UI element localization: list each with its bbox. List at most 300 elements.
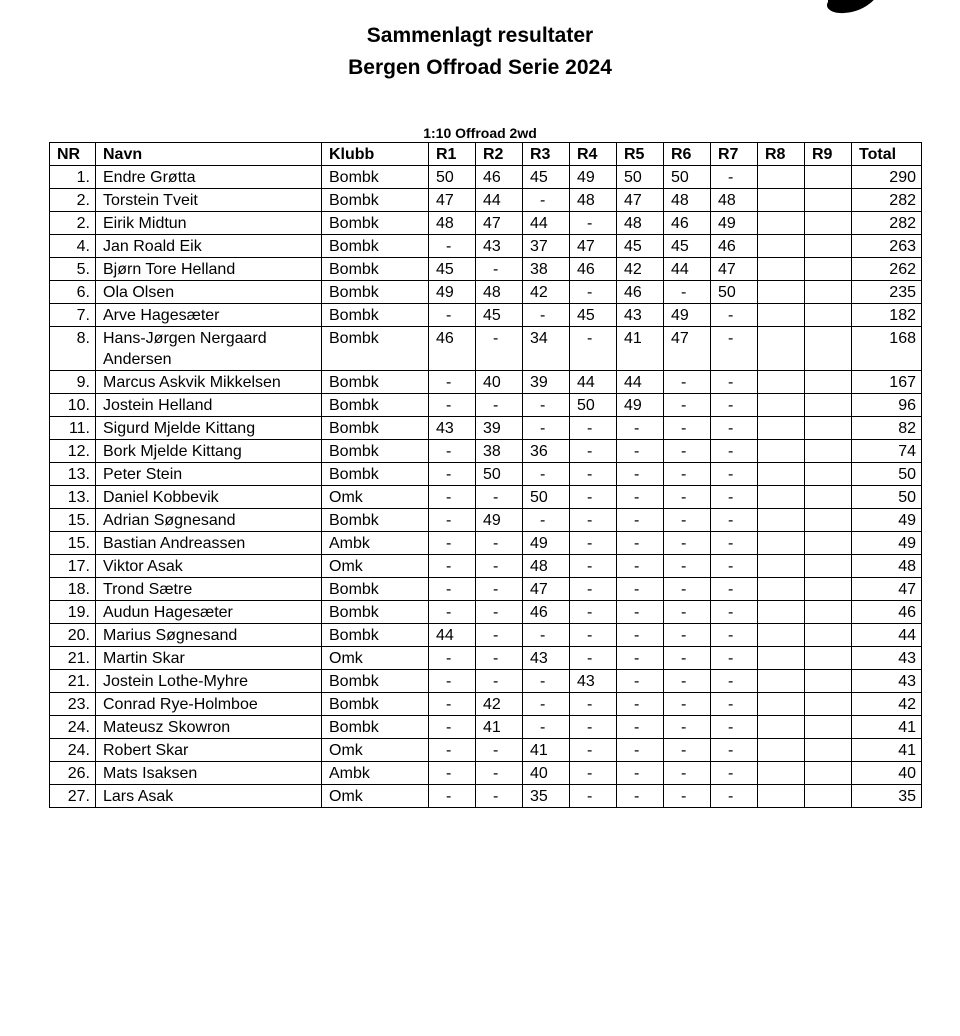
- total-cell: 49: [852, 532, 922, 555]
- round-1-cell: -: [429, 716, 476, 739]
- table-row: [50, 394, 922, 417]
- name-cell: Jan Roald Eik: [96, 235, 322, 258]
- table-row: [50, 762, 922, 785]
- name-cell: Eirik Midtun: [96, 212, 322, 235]
- rank-cell: 21.: [50, 647, 96, 670]
- round-7-cell: -: [711, 486, 758, 509]
- round-5-cell: -: [617, 532, 664, 555]
- round-6-cell: -: [664, 578, 711, 601]
- total-cell: 47: [852, 578, 922, 601]
- round-6-cell: -: [664, 532, 711, 555]
- round-4-cell: 47: [570, 235, 617, 258]
- club-cell: Bombk: [322, 371, 429, 394]
- round-7-cell: -: [711, 601, 758, 624]
- round-8-cell: [758, 212, 805, 235]
- table-row: [50, 417, 922, 440]
- name-cell: Mateusz Skowron: [96, 716, 322, 739]
- round-7-cell: -: [711, 785, 758, 808]
- table-row: [50, 693, 922, 716]
- round-3-cell: -: [523, 716, 570, 739]
- round-1-cell: -: [429, 601, 476, 624]
- round-3-cell: 36: [523, 440, 570, 463]
- round-3-cell: 50: [523, 486, 570, 509]
- round-7-cell: -: [711, 762, 758, 785]
- round-3-cell: 48: [523, 555, 570, 578]
- total-cell: 263: [852, 235, 922, 258]
- col-club-header: Klubb: [322, 143, 429, 166]
- round-6-cell: 49: [664, 304, 711, 327]
- name-cell: Marius Søgnesand: [96, 624, 322, 647]
- round-2-cell: 44: [476, 189, 523, 212]
- club-cell: Bombk: [322, 258, 429, 281]
- table-row: [50, 785, 922, 808]
- round-4-cell: -: [570, 578, 617, 601]
- round-1-cell: -: [429, 304, 476, 327]
- name-cell: Marcus Askvik Mikkelsen: [96, 371, 322, 394]
- round-6-cell: 48: [664, 189, 711, 212]
- round-8-cell: [758, 189, 805, 212]
- round-9-cell: [805, 624, 852, 647]
- round-5-cell: -: [617, 555, 664, 578]
- club-cell: Bombk: [322, 716, 429, 739]
- round-7-cell: -: [711, 371, 758, 394]
- round-1-cell: -: [429, 785, 476, 808]
- table-row: [50, 647, 922, 670]
- round-9-cell: [805, 532, 852, 555]
- round-5-cell: 44: [617, 371, 664, 394]
- club-cell: Bombk: [322, 281, 429, 304]
- round-8-cell: [758, 624, 805, 647]
- rank-cell: 27.: [50, 785, 96, 808]
- total-cell: 50: [852, 486, 922, 509]
- round-2-cell: -: [476, 578, 523, 601]
- round-6-cell: -: [664, 647, 711, 670]
- round-5-cell: 43: [617, 304, 664, 327]
- round-3-cell: 37: [523, 235, 570, 258]
- round-2-cell: -: [476, 739, 523, 762]
- round-4-cell: -: [570, 762, 617, 785]
- round-9-cell: [805, 212, 852, 235]
- round-4-cell: 45: [570, 304, 617, 327]
- round-1-cell: -: [429, 440, 476, 463]
- round-8-cell: [758, 371, 805, 394]
- name-cell: Jostein Lothe-Myhre: [96, 670, 322, 693]
- round-8-cell: [758, 463, 805, 486]
- total-cell: 43: [852, 670, 922, 693]
- name-cell: Conrad Rye-Holmboe: [96, 693, 322, 716]
- round-7-cell: -: [711, 647, 758, 670]
- round-6-cell: -: [664, 371, 711, 394]
- total-cell: 41: [852, 716, 922, 739]
- round-8-cell: [758, 555, 805, 578]
- round-2-cell: 43: [476, 235, 523, 258]
- round-3-cell: 35: [523, 785, 570, 808]
- name-cell: Sigurd Mjelde Kittang: [96, 417, 322, 440]
- round-7-cell: -: [711, 555, 758, 578]
- round-3-cell: -: [523, 693, 570, 716]
- round-7-cell: 47: [711, 258, 758, 281]
- club-cell: Ambk: [322, 532, 429, 555]
- header-row: [50, 143, 922, 166]
- name-cell: Peter Stein: [96, 463, 322, 486]
- total-cell: 82: [852, 417, 922, 440]
- club-cell: Bombk: [322, 235, 429, 258]
- rank-cell: 11.: [50, 417, 96, 440]
- round-9-cell: [805, 762, 852, 785]
- rank-cell: 15.: [50, 509, 96, 532]
- club-cell: Bombk: [322, 624, 429, 647]
- total-cell: 235: [852, 281, 922, 304]
- round-8-cell: [758, 647, 805, 670]
- round-8-cell: [758, 532, 805, 555]
- logo-fragment: [822, 0, 884, 14]
- round-2-cell: 50: [476, 463, 523, 486]
- rank-cell: 23.: [50, 693, 96, 716]
- round-8-cell: [758, 486, 805, 509]
- round-5-cell: -: [617, 670, 664, 693]
- rank-cell: 15.: [50, 532, 96, 555]
- round-4-cell: 50: [570, 394, 617, 417]
- round-9-cell: [805, 189, 852, 212]
- round-3-cell: 34: [523, 327, 570, 371]
- rank-cell: 20.: [50, 624, 96, 647]
- round-5-cell: 41: [617, 327, 664, 371]
- round-5-cell: -: [617, 739, 664, 762]
- round-8-cell: [758, 601, 805, 624]
- rank-cell: 13.: [50, 463, 96, 486]
- round-2-cell: -: [476, 624, 523, 647]
- club-cell: Bombk: [322, 693, 429, 716]
- total-cell: 74: [852, 440, 922, 463]
- table-row: [50, 463, 922, 486]
- table-row: [50, 716, 922, 739]
- club-cell: Bombk: [322, 189, 429, 212]
- rank-cell: 2.: [50, 189, 96, 212]
- round-1-cell: -: [429, 670, 476, 693]
- round-5-cell: 50: [617, 166, 664, 189]
- round-4-cell: -: [570, 327, 617, 371]
- round-8-cell: [758, 327, 805, 371]
- round-2-cell: -: [476, 555, 523, 578]
- round-1-cell: 47: [429, 189, 476, 212]
- round-7-cell: -: [711, 578, 758, 601]
- round-1-cell: 49: [429, 281, 476, 304]
- round-6-cell: -: [664, 486, 711, 509]
- table-row: [50, 258, 922, 281]
- round-1-cell: 44: [429, 624, 476, 647]
- round-7-cell: 50: [711, 281, 758, 304]
- round-4-cell: -: [570, 440, 617, 463]
- round-9-cell: [805, 394, 852, 417]
- total-cell: 43: [852, 647, 922, 670]
- total-cell: 46: [852, 601, 922, 624]
- table-row: [50, 281, 922, 304]
- club-cell: Bombk: [322, 509, 429, 532]
- round-5-cell: -: [617, 463, 664, 486]
- club-cell: Bombk: [322, 212, 429, 235]
- round-6-cell: -: [664, 509, 711, 532]
- round-2-cell: -: [476, 486, 523, 509]
- round-2-cell: -: [476, 647, 523, 670]
- round-9-cell: [805, 371, 852, 394]
- club-cell: Omk: [322, 739, 429, 762]
- round-1-cell: -: [429, 509, 476, 532]
- rank-cell: 21.: [50, 670, 96, 693]
- total-cell: 41: [852, 739, 922, 762]
- round-1-cell: -: [429, 647, 476, 670]
- table-row: [50, 304, 922, 327]
- round-1-cell: -: [429, 532, 476, 555]
- name-cell: Lars Asak: [96, 785, 322, 808]
- round-6-cell: -: [664, 417, 711, 440]
- name-cell: Martin Skar: [96, 647, 322, 670]
- round-8-cell: [758, 258, 805, 281]
- name-cell: Jostein Helland: [96, 394, 322, 417]
- round-7-cell: 48: [711, 189, 758, 212]
- round-9-cell: [805, 166, 852, 189]
- club-cell: Bombk: [322, 670, 429, 693]
- round-8-cell: [758, 440, 805, 463]
- round-4-cell: -: [570, 601, 617, 624]
- round-2-cell: 47: [476, 212, 523, 235]
- round-4-cell: -: [570, 555, 617, 578]
- round-5-cell: -: [617, 716, 664, 739]
- rank-cell: 12.: [50, 440, 96, 463]
- round-9-cell: [805, 486, 852, 509]
- round-2-cell: -: [476, 601, 523, 624]
- round-3-cell: -: [523, 463, 570, 486]
- round-5-cell: -: [617, 578, 664, 601]
- club-cell: Bombk: [322, 440, 429, 463]
- round-7-cell: 46: [711, 235, 758, 258]
- round-4-cell: -: [570, 647, 617, 670]
- round-7-cell: -: [711, 417, 758, 440]
- total-cell: 282: [852, 212, 922, 235]
- round-8-cell: [758, 693, 805, 716]
- rank-cell: 10.: [50, 394, 96, 417]
- rank-cell: 17.: [50, 555, 96, 578]
- round-2-cell: 46: [476, 166, 523, 189]
- round-5-cell: -: [617, 440, 664, 463]
- name-cell: Bork Mjelde Kittang: [96, 440, 322, 463]
- club-cell: Omk: [322, 647, 429, 670]
- round-6-cell: -: [664, 739, 711, 762]
- club-cell: Ambk: [322, 762, 429, 785]
- round-4-cell: -: [570, 785, 617, 808]
- name-cell: Bastian Andreassen: [96, 532, 322, 555]
- name-cell: Torstein Tveit: [96, 189, 322, 212]
- round-6-cell: -: [664, 624, 711, 647]
- round-4-cell: 48: [570, 189, 617, 212]
- round-3-cell: 42: [523, 281, 570, 304]
- round-7-cell: -: [711, 739, 758, 762]
- title-line-1: Sammenlagt resultater: [366, 24, 594, 47]
- round-6-cell: 47: [664, 327, 711, 371]
- name-cell: Robert Skar: [96, 739, 322, 762]
- round-1-cell: 45: [429, 258, 476, 281]
- name-cell: Ola Olsen: [96, 281, 322, 304]
- total-cell: 168: [852, 327, 922, 371]
- total-cell: 40: [852, 762, 922, 785]
- name-cell: Arve Hagesæter: [96, 304, 322, 327]
- round-7-cell: -: [711, 670, 758, 693]
- round-2-cell: -: [476, 670, 523, 693]
- round-6-cell: -: [664, 670, 711, 693]
- round-3-cell: 45: [523, 166, 570, 189]
- col-nr-header: NR: [50, 143, 96, 166]
- round-2-cell: 42: [476, 693, 523, 716]
- round-4-cell: -: [570, 509, 617, 532]
- round-4-cell: 49: [570, 166, 617, 189]
- round-6-cell: -: [664, 555, 711, 578]
- name-cell: Trond Sætre: [96, 578, 322, 601]
- round-1-cell: -: [429, 739, 476, 762]
- rank-cell: 18.: [50, 578, 96, 601]
- round-5-cell: -: [617, 601, 664, 624]
- col-r2-header: R2: [476, 143, 523, 166]
- round-3-cell: -: [523, 509, 570, 532]
- rank-cell: 24.: [50, 716, 96, 739]
- total-cell: 262: [852, 258, 922, 281]
- round-2-cell: 45: [476, 304, 523, 327]
- round-1-cell: -: [429, 371, 476, 394]
- round-7-cell: -: [711, 327, 758, 371]
- results-body: [50, 166, 922, 808]
- table-row: [50, 578, 922, 601]
- round-3-cell: -: [523, 624, 570, 647]
- title-line-2: Bergen Offroad Serie 2024: [348, 56, 612, 79]
- round-9-cell: [805, 601, 852, 624]
- round-9-cell: [805, 327, 852, 371]
- round-3-cell: 43: [523, 647, 570, 670]
- round-7-cell: -: [711, 532, 758, 555]
- document-header: [0, 20, 960, 142]
- total-cell: 50: [852, 463, 922, 486]
- rank-cell: 6.: [50, 281, 96, 304]
- round-5-cell: -: [617, 785, 664, 808]
- round-4-cell: -: [570, 532, 617, 555]
- round-4-cell: -: [570, 281, 617, 304]
- col-name-header: Navn: [96, 143, 322, 166]
- total-cell: 44: [852, 624, 922, 647]
- round-5-cell: -: [617, 509, 664, 532]
- round-4-cell: -: [570, 716, 617, 739]
- round-8-cell: [758, 509, 805, 532]
- col-r6-header: R6: [664, 143, 711, 166]
- club-cell: Bombk: [322, 601, 429, 624]
- rank-cell: 7.: [50, 304, 96, 327]
- rank-cell: 19.: [50, 601, 96, 624]
- round-3-cell: 41: [523, 739, 570, 762]
- col-r8-header: R8: [758, 143, 805, 166]
- table-row: [50, 166, 922, 189]
- round-8-cell: [758, 762, 805, 785]
- club-cell: Bombk: [322, 394, 429, 417]
- round-4-cell: 43: [570, 670, 617, 693]
- rank-cell: 4.: [50, 235, 96, 258]
- rank-cell: 5.: [50, 258, 96, 281]
- name-cell: Daniel Kobbevik: [96, 486, 322, 509]
- round-8-cell: [758, 670, 805, 693]
- round-8-cell: [758, 785, 805, 808]
- total-cell: 182: [852, 304, 922, 327]
- table-row: [50, 509, 922, 532]
- round-1-cell: -: [429, 578, 476, 601]
- round-3-cell: -: [523, 417, 570, 440]
- rank-cell: 9.: [50, 371, 96, 394]
- results-table: [49, 142, 922, 808]
- round-2-cell: 41: [476, 716, 523, 739]
- round-5-cell: -: [617, 647, 664, 670]
- round-2-cell: -: [476, 394, 523, 417]
- round-6-cell: 44: [664, 258, 711, 281]
- round-9-cell: [805, 739, 852, 762]
- club-cell: Bombk: [322, 578, 429, 601]
- round-6-cell: 46: [664, 212, 711, 235]
- table-row: [50, 235, 922, 258]
- round-9-cell: [805, 670, 852, 693]
- rank-cell: 26.: [50, 762, 96, 785]
- round-6-cell: -: [664, 716, 711, 739]
- total-cell: 42: [852, 693, 922, 716]
- table-row: [50, 212, 922, 235]
- club-cell: Bombk: [322, 463, 429, 486]
- round-4-cell: -: [570, 463, 617, 486]
- club-cell: Bombk: [322, 304, 429, 327]
- club-cell: Omk: [322, 555, 429, 578]
- round-3-cell: 47: [523, 578, 570, 601]
- round-5-cell: 47: [617, 189, 664, 212]
- round-5-cell: -: [617, 693, 664, 716]
- round-1-cell: -: [429, 394, 476, 417]
- round-3-cell: -: [523, 304, 570, 327]
- col-r3-header: R3: [523, 143, 570, 166]
- round-6-cell: -: [664, 281, 711, 304]
- round-7-cell: -: [711, 440, 758, 463]
- round-2-cell: 40: [476, 371, 523, 394]
- round-2-cell: 49: [476, 509, 523, 532]
- table-row: [50, 371, 922, 394]
- round-8-cell: [758, 304, 805, 327]
- table-row: [50, 189, 922, 212]
- round-8-cell: [758, 716, 805, 739]
- round-2-cell: 39: [476, 417, 523, 440]
- col-r5-header: R5: [617, 143, 664, 166]
- name-cell: Bjørn Tore Helland: [96, 258, 322, 281]
- round-2-cell: -: [476, 258, 523, 281]
- round-9-cell: [805, 647, 852, 670]
- total-cell: 167: [852, 371, 922, 394]
- round-5-cell: -: [617, 624, 664, 647]
- round-9-cell: [805, 440, 852, 463]
- total-cell: 35: [852, 785, 922, 808]
- name-cell: Audun Hagesæter: [96, 601, 322, 624]
- round-9-cell: [805, 417, 852, 440]
- rank-cell: 8.: [50, 327, 96, 371]
- round-3-cell: 44: [523, 212, 570, 235]
- round-9-cell: [805, 281, 852, 304]
- round-2-cell: -: [476, 762, 523, 785]
- round-4-cell: -: [570, 486, 617, 509]
- name-cell: Hans-Jørgen Nergaard Andersen: [96, 327, 322, 371]
- round-6-cell: 50: [664, 166, 711, 189]
- round-9-cell: [805, 785, 852, 808]
- club-cell: Omk: [322, 785, 429, 808]
- round-9-cell: [805, 509, 852, 532]
- round-1-cell: -: [429, 762, 476, 785]
- round-1-cell: 43: [429, 417, 476, 440]
- round-6-cell: 45: [664, 235, 711, 258]
